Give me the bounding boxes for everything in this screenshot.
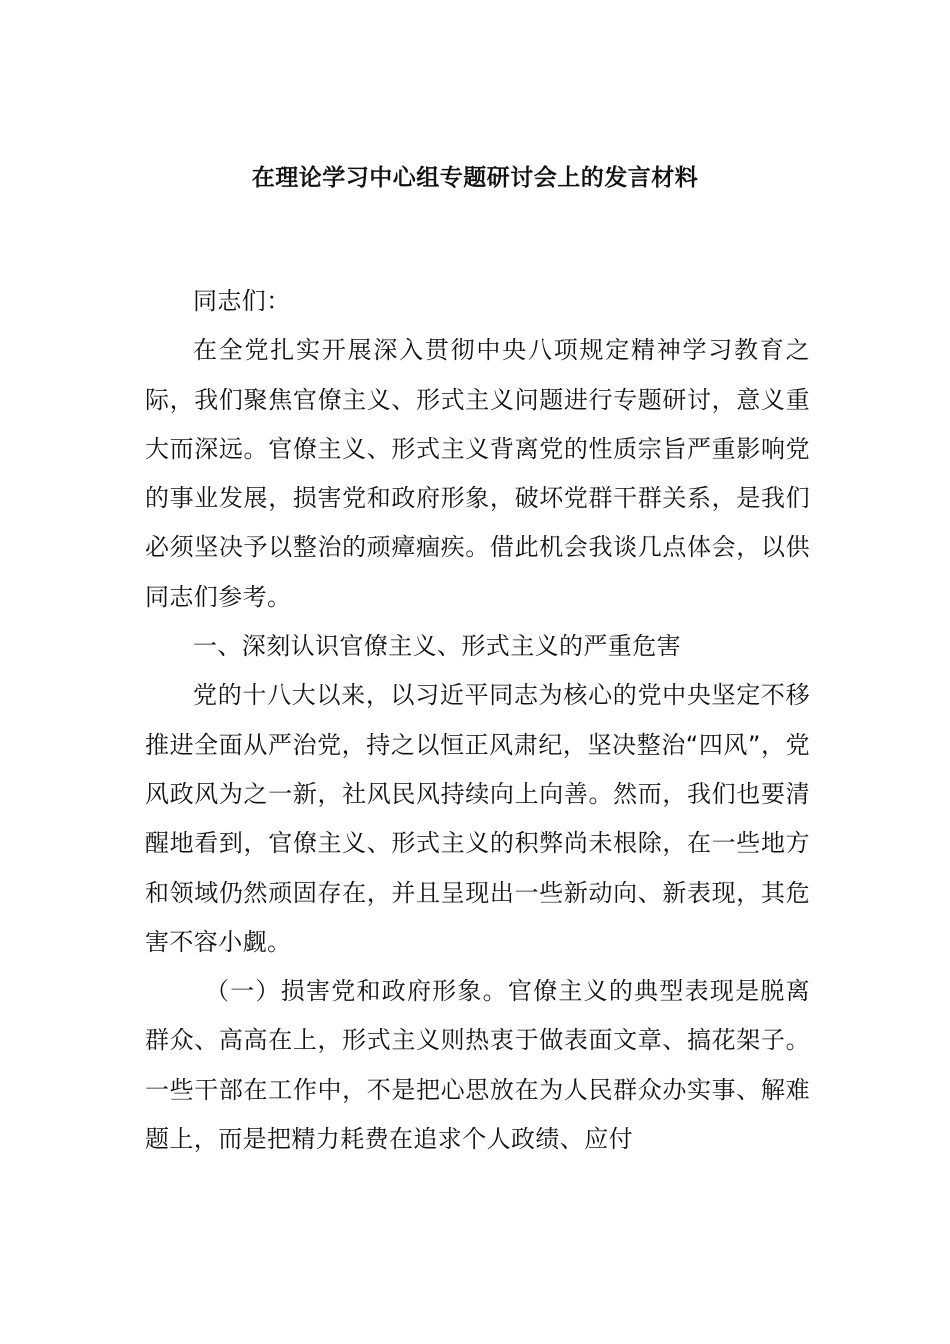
salutation: 同志们：: [193, 287, 291, 315]
paragraph-background: 党的十八大以来，以习近平同志为核心的党中央坚定不移推进全面从严治党，持之以恒正风肃纪，坚决整治“四风”，党风政风为之一新，社风民风持续向上向善。然而，我们也要清醒地看到，官僚主义、形式主义的积弊尚未根除，在一些地方和领域仍然顽固存在，并且呈现出一些新动向、新表现，其危害不容小觑。: [145, 681, 810, 956]
subsection-paragraph: （一）损害党和政府形象。官僚主义的典型表现是脱离群众、高高在上，形式主义则热衷于做表面文章、搞花架子。一些干部在工作中，不是把心思放在为人民群众办实事、解难题上，而是把精力耗费在追求个人政绩、应付: [145, 977, 810, 1154]
document-body: [145, 277, 810, 1164]
document-title: 在理论学习中心组专题研讨会上的发言材料: [251, 165, 699, 191]
paragraph-intro: 在全党扎实开展深入贯彻中央八项规定精神学习教育之际，我们聚焦官僚主义、形式主义问题进行专题研讨，意义重大而深远。官僚主义、形式主义背离党的性质宗旨严重影响党的事业发展，损害党和政府形象，破坏党群干群关系，是我们必须坚决予以整治的顽瘴痼疾。借此机会我谈几点体会，以供同志们参考。: [145, 336, 810, 611]
section-heading: 一、深刻认识官僚主义、形式主义的严重危害: [193, 632, 681, 661]
